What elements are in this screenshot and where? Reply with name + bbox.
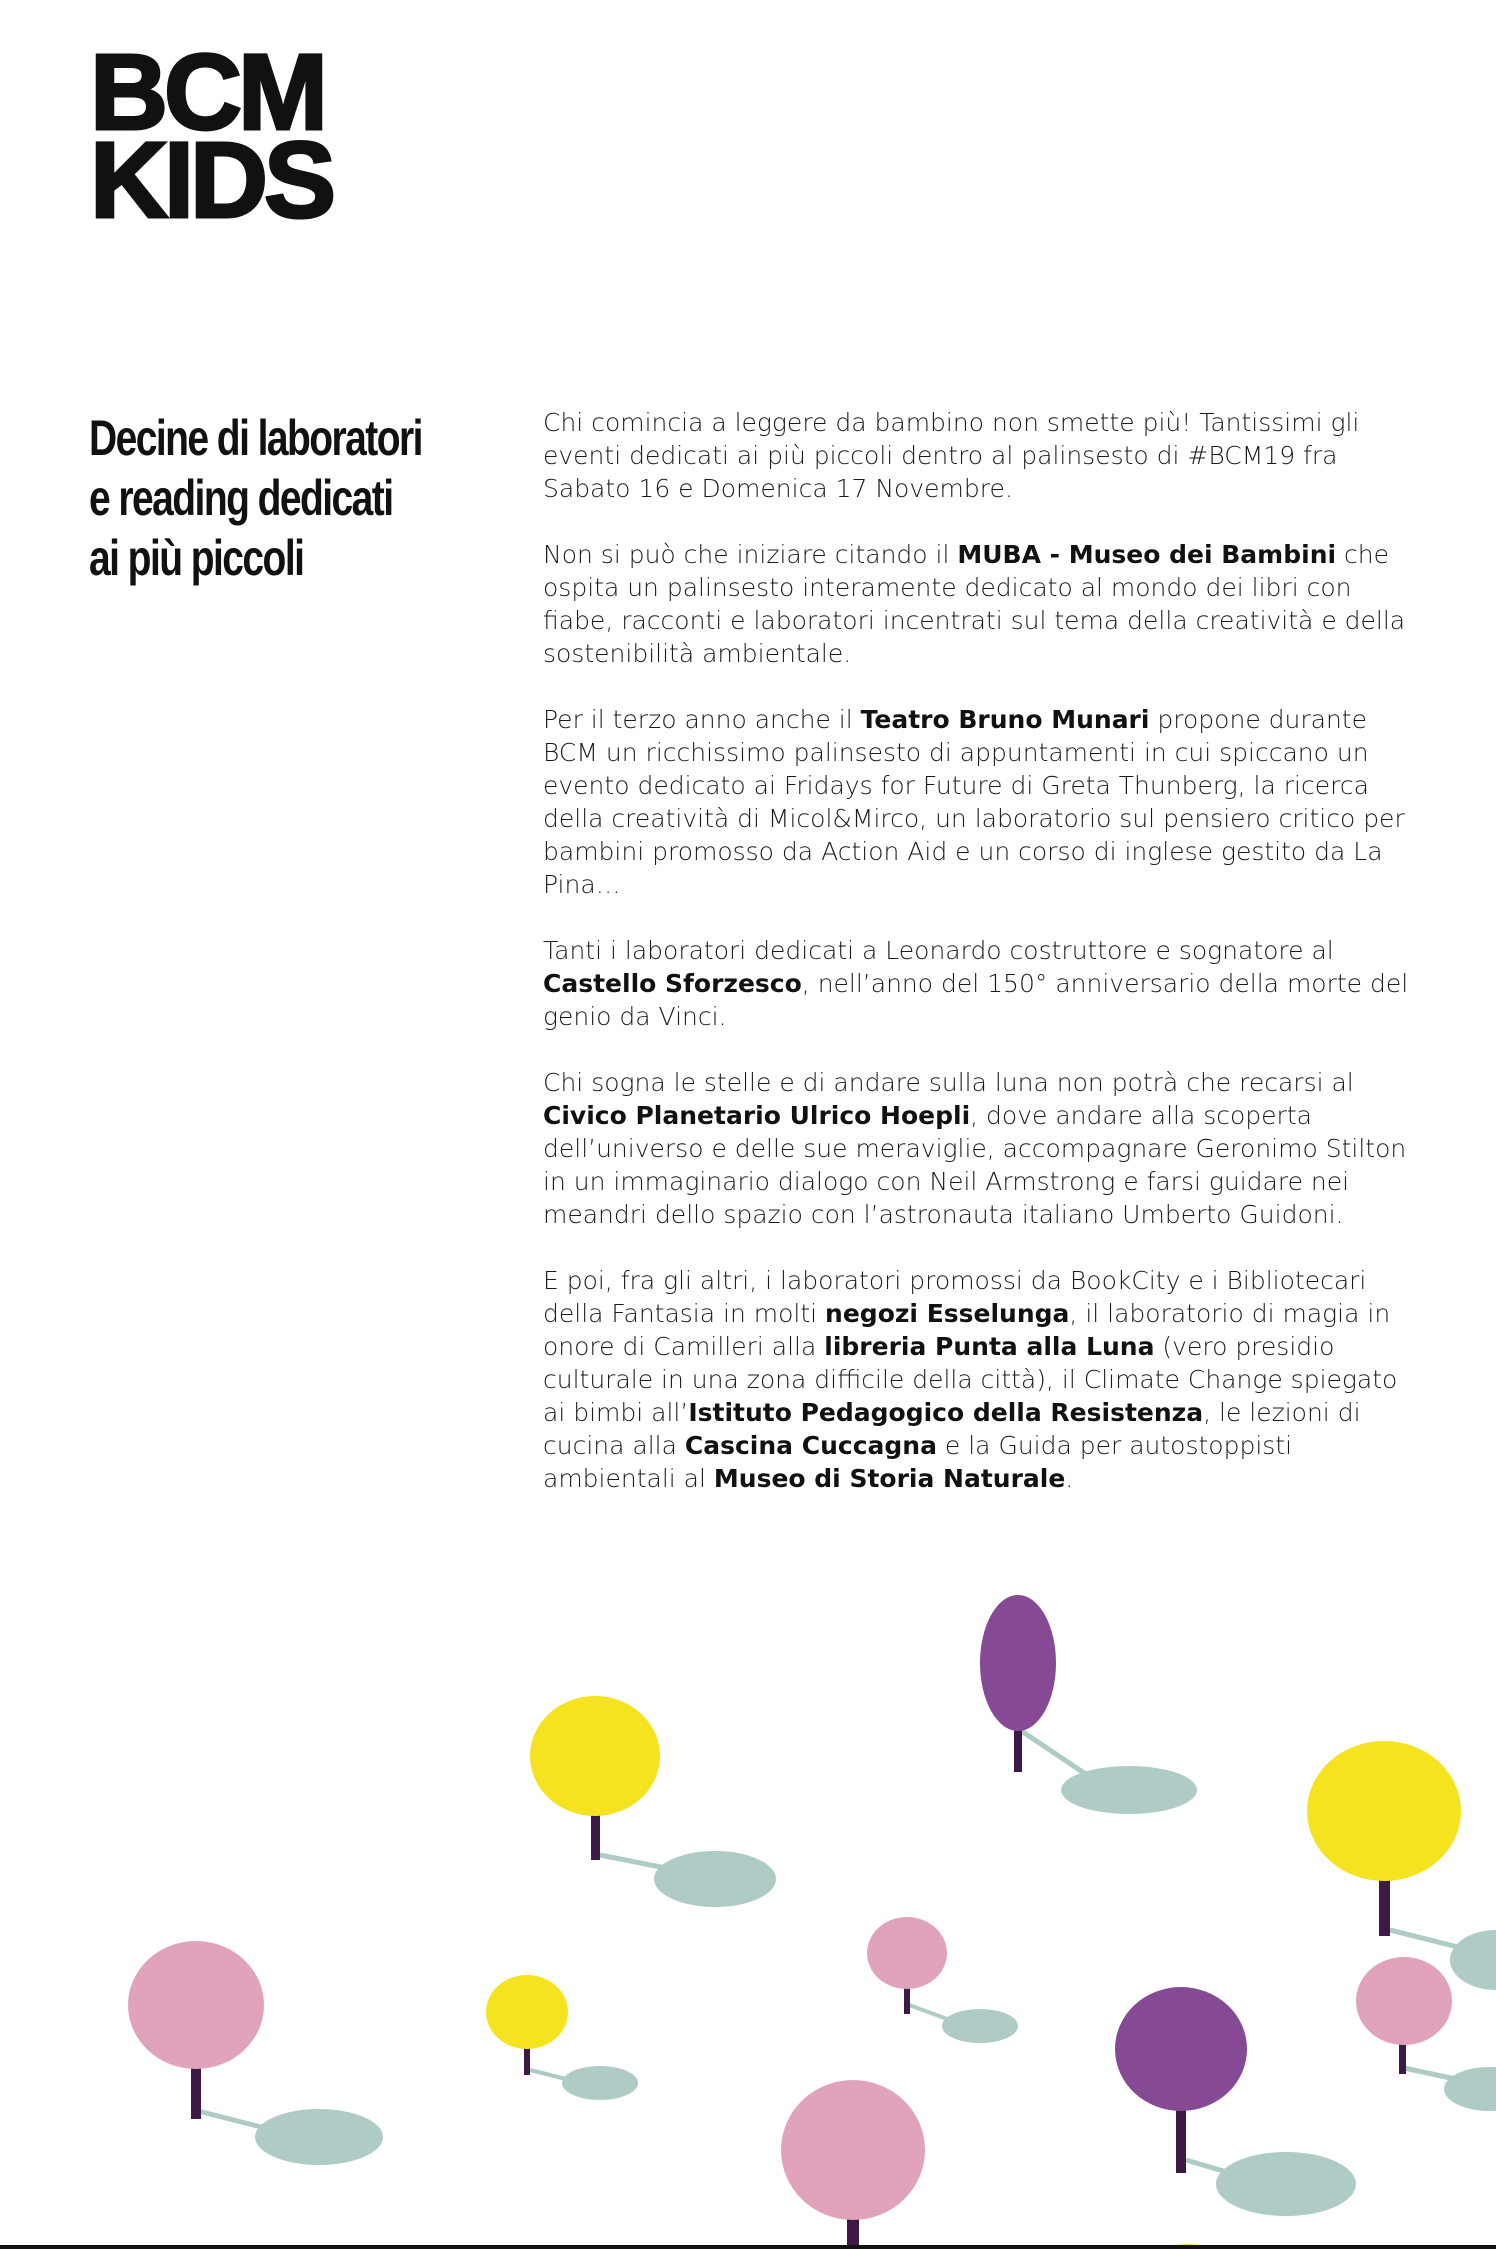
tree-pink-left (128, 1941, 383, 2165)
tree-crown (1356, 1957, 1452, 2045)
tree-pink-bottom (781, 2080, 925, 2249)
tree-crown (486, 1975, 568, 2049)
paragraph-castello-text-2: , nell’anno del 150° anniversario della morte del genio da Vinci. (543, 969, 1409, 1031)
headline-line-1: Decine di laboratori (89, 410, 422, 466)
bcm-kids-logo (90, 31, 333, 240)
paragraph-others-text-3: (vero presidio culturale in una zona difficile della città), il Climate Change spiegato ai bimbi all’ (543, 1332, 1398, 1427)
paragraph-others (543, 1264, 1413, 1495)
venue-castello-sforzesco: Castello Sforzesco (543, 969, 802, 998)
tree-pink-small-center (867, 1917, 1018, 2043)
paragraph-muba (543, 538, 1413, 670)
section-headline (89, 408, 422, 588)
paragraph-others-text-6: . (1065, 1464, 1074, 1493)
tree-crown (867, 1917, 947, 1989)
tree-shadow (255, 2109, 383, 2165)
venue-punta-alla-luna: libreria Punta alla Luna (824, 1332, 1155, 1361)
logo-line-kids: KIDS (90, 119, 333, 240)
tree-yellow-left (530, 1696, 776, 1907)
venue-esselunga: negozi Esselunga (825, 1299, 1070, 1328)
paragraph-others-text-5: e la Guida per autostoppisti ambientali al (543, 1431, 1293, 1493)
paragraph-others-text-1: E poi, fra gli altri, i laboratori promossi da BookCity e i Bibliotecari della Fantasia in molti (543, 1266, 1367, 1328)
tree-crown (1115, 1987, 1247, 2111)
tree-crown (781, 2080, 925, 2220)
tree-shadow (1444, 2067, 1496, 2111)
tree-yellow-right (1307, 1741, 1496, 1990)
paragraph-castello (543, 934, 1413, 1033)
venue-cascina-cuccagna: Cascina Cuccagna (684, 1431, 937, 1460)
tree-crown (1307, 1741, 1461, 1881)
bottom-rule (0, 2245, 1496, 2249)
paragraph-teatro (543, 703, 1413, 901)
paragraph-muba-text-1: Non si può che iniziare citando il (543, 540, 958, 569)
venue-istituto-pedagogico: Istituto Pedagogico della Resistenza (688, 1398, 1204, 1427)
article-body (543, 406, 1413, 1528)
tree-crown (128, 1941, 264, 2069)
paragraph-intro-text: Chi comincia a leggere da bambino non smette più! Tantissimi gli eventi dedicati ai più piccoli dentro al palinsesto di #BCM19 fra Sabato 16 e Domenica 17 Novembre. (543, 408, 1360, 503)
tree-shadow (654, 1851, 776, 1907)
venue-planetario: Civico Planetario Ulrico Hoepli (543, 1101, 971, 1130)
tree-yellow-small (486, 1975, 638, 2100)
venue-muba: MUBA - Museo dei Bambini (957, 540, 1337, 569)
tree-trunk (1176, 2105, 1186, 2173)
tree-crown (530, 1696, 660, 1816)
venue-museo-storia-naturale: Museo di Storia Naturale (713, 1464, 1066, 1493)
tree-shadow (1450, 1930, 1496, 1990)
paragraph-planetario-text-1: Chi sogna le stelle e di andare sulla luna non potrà che recarsi al (543, 1068, 1354, 1097)
venue-teatro-bruno-munari: Teatro Bruno Munari (860, 705, 1150, 734)
paragraph-others-text-2: , il laboratorio di magia in onore di Camilleri alla (543, 1299, 1391, 1361)
paragraph-planetario-text-2: , dove andare alla scoperta dell’universo e delle sue meraviglie, accompagnare Geronimo Stilton in un immaginario dialogo con Neil Armstrong e farsi guidare nei meandri dello spazio con l’astronauta italiano Umberto Guidoni. (543, 1101, 1407, 1229)
paragraph-teatro-text-2: propone durante BCM un ricchissimo palinsesto di appuntamenti in cui spiccano un evento dedicato ai Fridays for Future di Greta Thunberg, la ricerca della creatività di Micol&Mirco, un laboratorio sul pensiero critico per bambini promosso da Action Aid e un corso di inglese gestito da La Pina… (543, 705, 1405, 899)
headline-line-3: ai più piccoli (89, 530, 304, 586)
paragraph-teatro-text-1: Per il terzo anno anche il (543, 705, 861, 734)
tree-purple-tall (980, 1595, 1197, 1814)
tree-crown (980, 1595, 1056, 1731)
tree-shadow (1061, 1766, 1197, 1814)
paragraph-others-text-4: , le lezioni di cucina alla (543, 1398, 1361, 1460)
logo-line-bcm: BCM (90, 31, 324, 152)
tree-purple-round (1115, 1987, 1356, 2216)
headline-line-2: e reading dedicati (89, 470, 393, 526)
tree-shadow (562, 2066, 638, 2100)
paragraph-intro (543, 406, 1413, 505)
tree-shadow (1216, 2152, 1356, 2216)
tree-shadow (942, 2009, 1018, 2043)
paragraph-castello-text-1: Tanti i laboratori dedicati a Leonardo costruttore e sognatore al (543, 936, 1334, 965)
paragraph-planetario (543, 1066, 1413, 1231)
paragraph-muba-text-2: che ospita un palinsesto interamente dedicato al mondo dei libri con fiabe, racconti e laboratori incentrati sul tema della creatività e della sostenibilità ambientale. (543, 540, 1406, 668)
trees-illustration (0, 1560, 1496, 2249)
